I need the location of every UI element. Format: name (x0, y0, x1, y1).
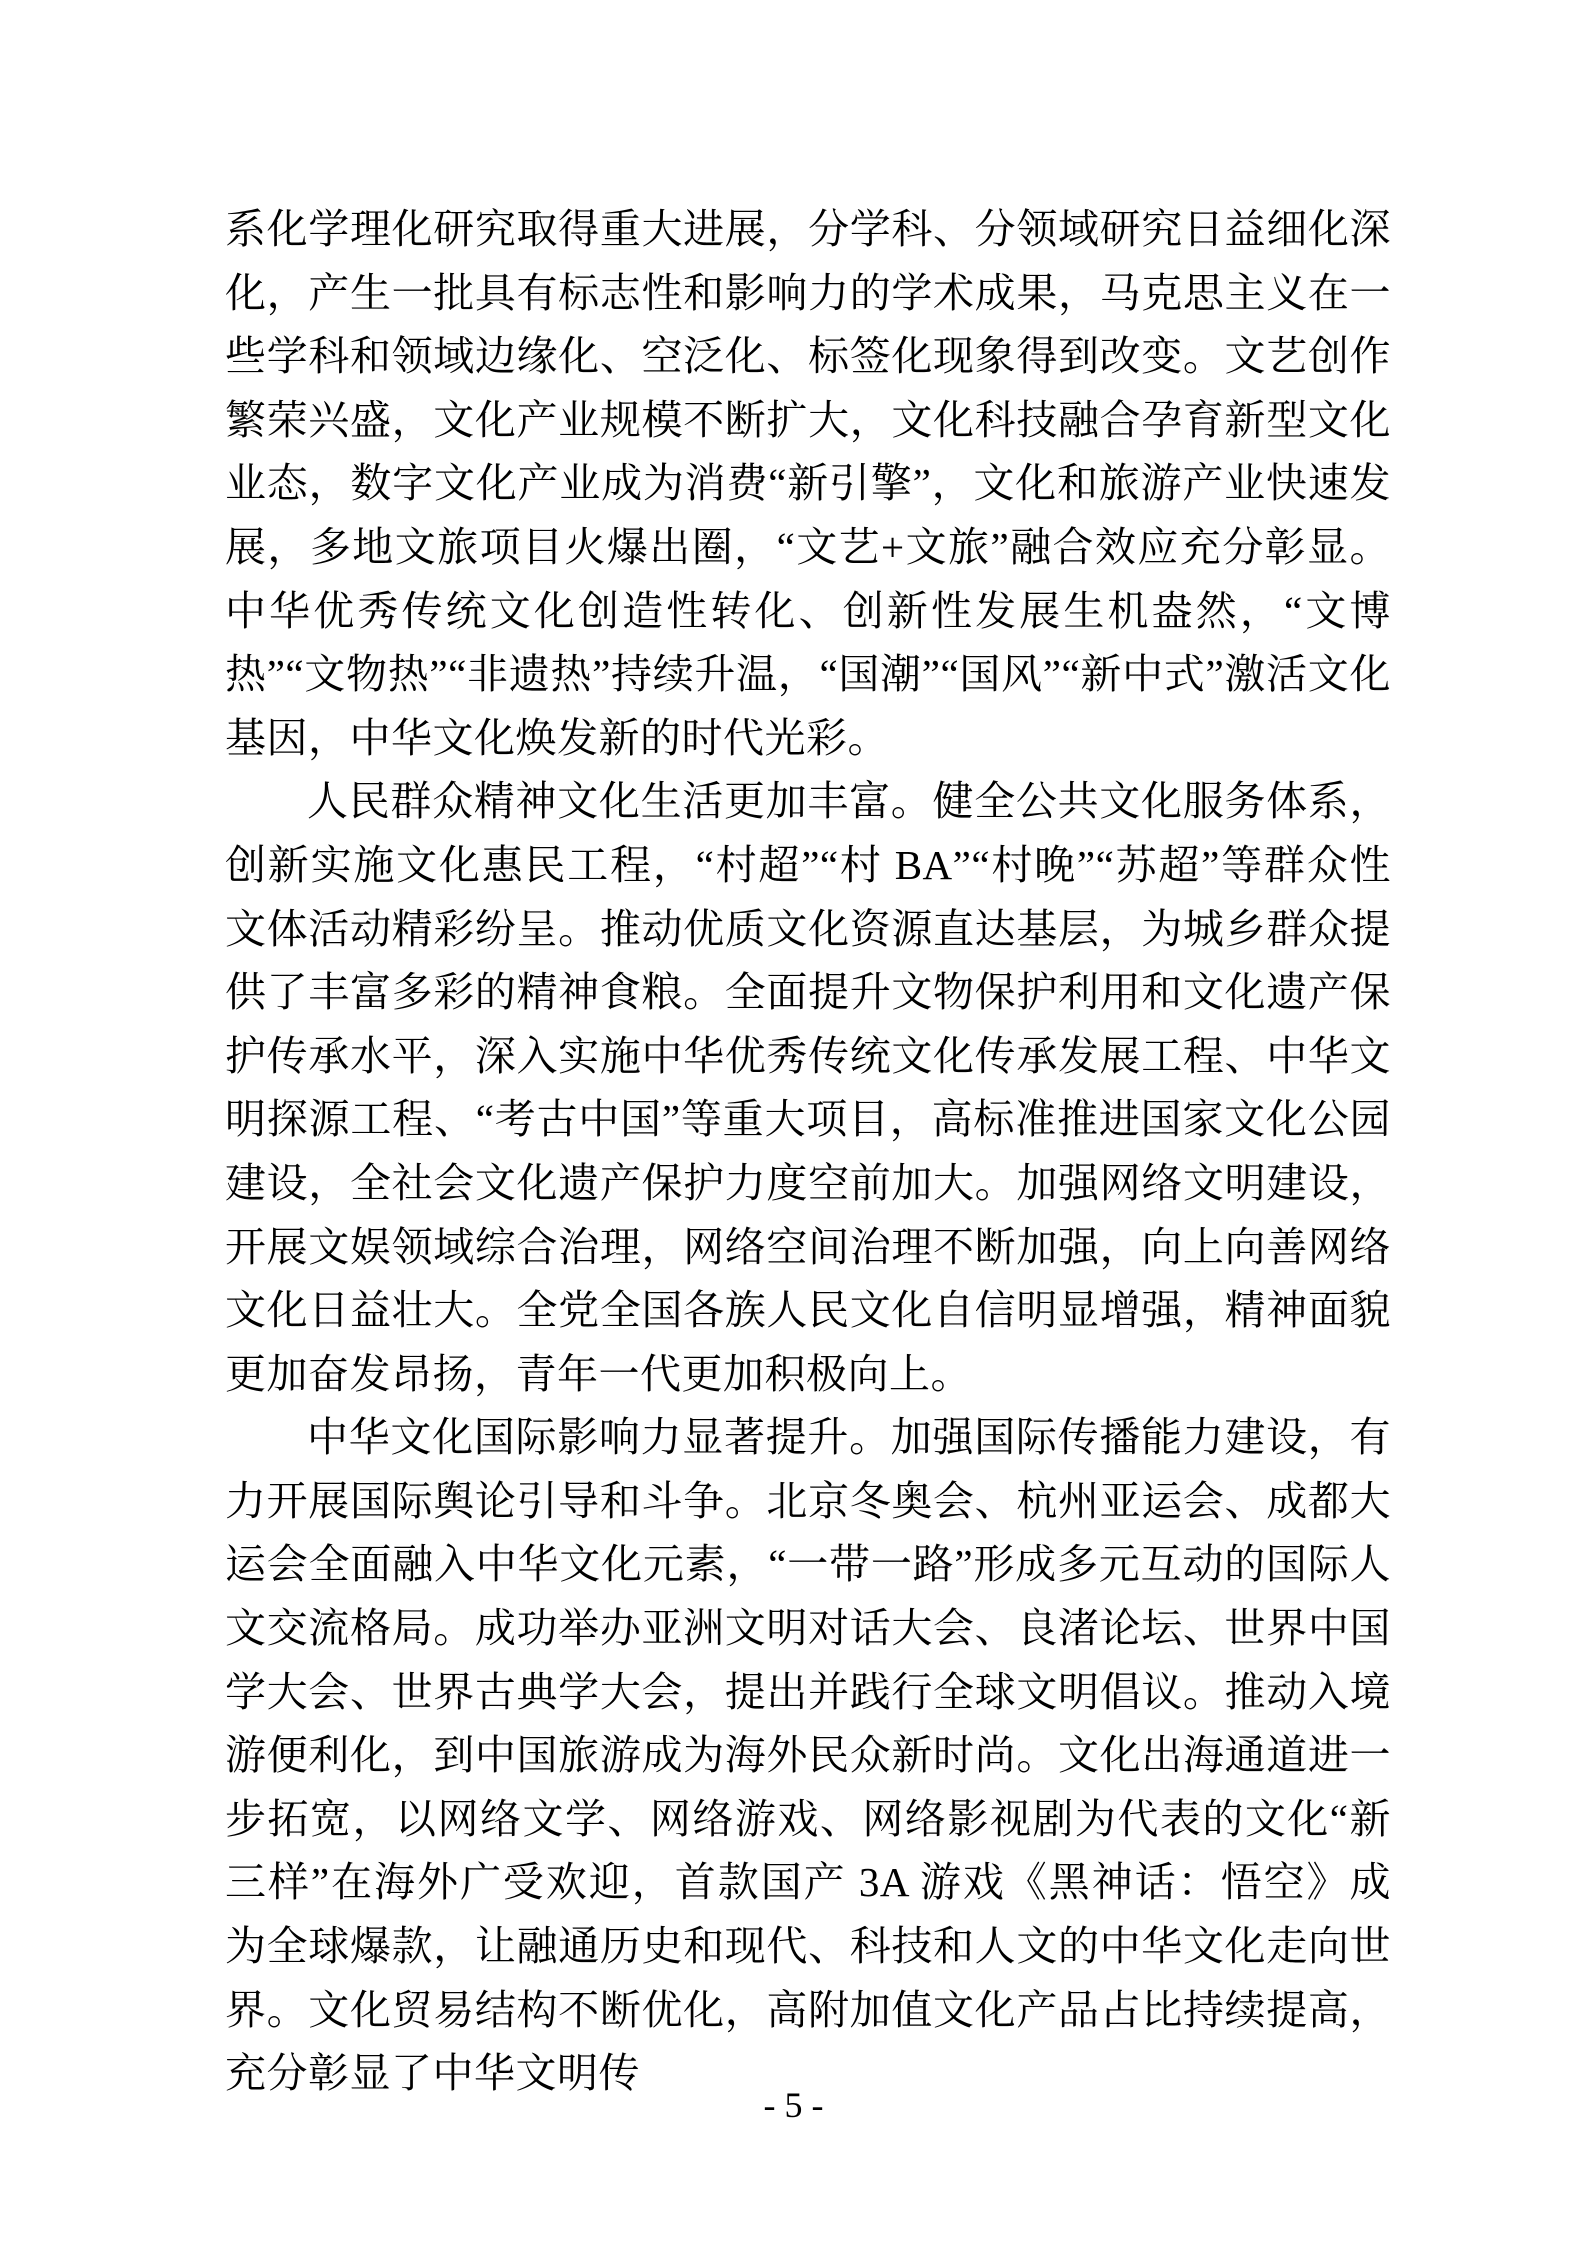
paragraph: 人民群众精神文化生活更加丰富。健全公共文化服务体系，创新实施文化惠民工程，“村超”“村 BA”“村晚”“苏超”等群众性文体活动精彩纷呈。推动优质文化资源直达基层，为城乡群众提供了丰富多彩的精神食粮。全面提升文物保护利用和文化遗产保护传承水平，深入实施中华优秀传统文化传承发展工程、中华文明探源工程、“考古中国”等重大项目，高标准推进国家文化公园建设，全社会文化遗产保护力度空前加大。加强网络文明建设，开展文娱领域综合治理，网络空间治理不断加强，向上向善网络文化日益壮大。全党全国各族人民文化自信明显增强，精神面貌更加奋发昂扬，青年一代更加积极向上。 (225, 778, 1391, 1397)
page-number: - 5 - (763, 2085, 824, 2125)
paragraph: 系化学理化研究取得重大进展，分学科、分领域研究日益细化深化，产生一批具有标志性和影响力的学术成果，马克思主义在一些学科和领域边缘化、空泛化、标签化现象得到改变。文艺创作繁荣兴盛，文化产业规模不断扩大，文化科技融合孕育新型文化业态，数字文化产业成为消费“新引擎”，文化和旅游产业快速发展，多地文旅项目火爆出圈，“文艺+文旅”融合效应充分彰显。中华优秀传统文化创造性转化、创新性发展生机盎然，“文博热”“文物热”“非遗热”持续升温，“国潮”“国风”“新中式”激活文化基因，中华文化焕发新的时代光彩。 (225, 206, 1391, 761)
document-body (225, 198, 1391, 2106)
paragraph: 中华文化国际影响力显著提升。加强国际传播能力建设，有力开展国际舆论引导和斗争。北京冬奥会、杭州亚运会、成都大运会全面融入中华文化元素，“一带一路”形成多元互动的国际人文交流格局。成功举办亚洲文明对话大会、良渚论坛、世界中国学大会、世界古典学大会，提出并践行全球文明倡议。推动入境游便利化，到中国旅游成为海外民众新时尚。文化出海通道进一步拓宽，以网络文学、网络游戏、网络影视剧为代表的文化“新三样”在海外广受欢迎，首款国产 3A 游戏《黑神话：悟空》成为全球爆款，让融通历史和现代、科技和人文的中华文化走向世界。文化贸易结构不断优化，高附加值文化产品占比持续提高，充分彰显了中华文明传 (225, 1414, 1391, 2097)
